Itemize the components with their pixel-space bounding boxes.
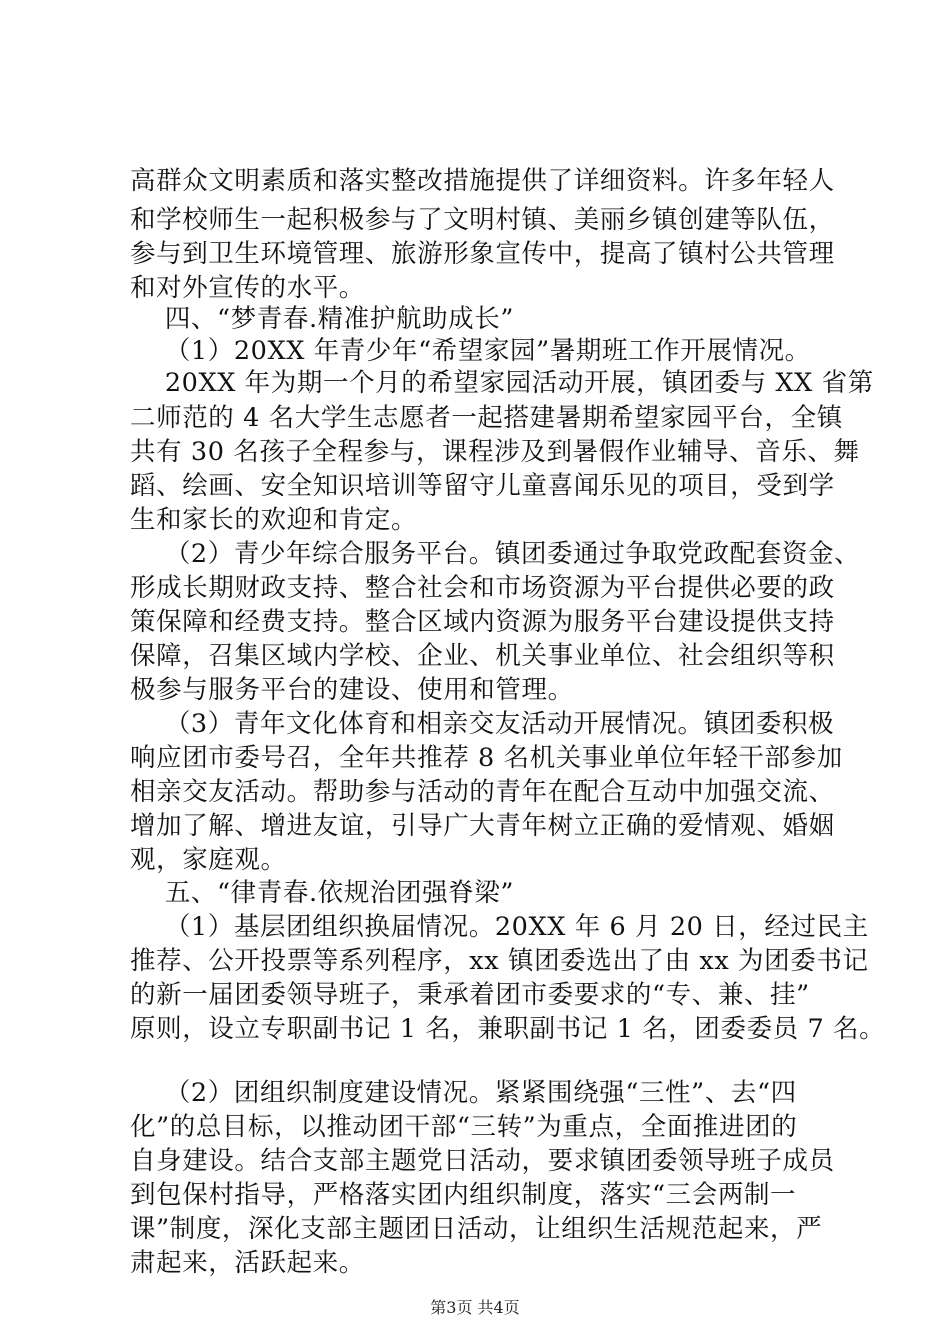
body-text-line: 参与到卫生环境管理、旅游形象宣传中，提高了镇村公共管理 xyxy=(130,239,835,269)
body-text-line: （2）青少年综合服务平台。镇团委通过争取党政配套资金、 xyxy=(130,539,861,569)
body-text-line: 课”制度，深化支部主题团日活动，让组织生活规范起来，严 xyxy=(130,1214,823,1244)
body-text-line: 的新一届团委领导班子，秉承着团市委要求的“专、兼、挂” xyxy=(130,980,810,1010)
body-text-line: （2）团组织制度建设情况。紧紧围绕强“三性”、去“四 xyxy=(130,1078,797,1108)
body-text-line: 和学校师生一起积极参与了文明村镇、美丽乡镇创建等队伍， xyxy=(130,205,835,235)
body-text-line: 极参与服务平台的建设、使用和管理。 xyxy=(130,675,574,705)
body-text-line: 二师范的 4 名大学生志愿者一起搭建暑期希望家园平台，全镇 xyxy=(130,403,843,433)
body-text-line: 到包保村指导，严格落实团内组织制度，落实“三会两制一 xyxy=(130,1180,797,1210)
body-text-line: （1）基层团组织换届情况。20XX 年 6 月 20 日，经过民主 xyxy=(130,912,869,942)
body-text-line: 原则，设立专职副书记 1 名，兼职副书记 1 名，团委委员 7 名。 xyxy=(130,1014,886,1044)
body-text-line: 高群众文明素质和落实整改措施提供了详细资料。许多年轻人 xyxy=(130,166,835,196)
body-text-line: 化”的总目标，以推动团干部“三转”为重点，全面推进团的 xyxy=(130,1112,798,1142)
body-text-line: 肃起来，活跃起来。 xyxy=(130,1248,365,1278)
body-text-line: 相亲交友活动。帮助参与活动的青年在配合互动中加强交流、 xyxy=(130,777,835,807)
body-text-line: 自身建设。结合支部主题党日活动，要求镇团委领导班子成员 xyxy=(130,1146,835,1176)
body-text-line: 增加了解、增进友谊，引导广大青年树立正确的爱情观、婚姻 xyxy=(130,811,835,841)
body-text-line: 和对外宣传的水平。 xyxy=(130,273,365,303)
body-text-line: 共有 30 名孩子全程参与，课程涉及到暑假作业辅导、音乐、舞 xyxy=(130,437,860,467)
body-text-line: 响应团市委号召，全年共推荐 8 名机关事业单位年轻干部参加 xyxy=(130,743,843,773)
page-number-footer: 第3页 共4页 xyxy=(430,1298,520,1317)
body-text-line: （3）青年文化体育和相亲交友活动开展情况。镇团委积极 xyxy=(130,709,835,739)
body-text-line: 策保障和经费支持。整合区域内资源为服务平台建设提供支持 xyxy=(130,607,835,637)
subsection-heading: （1）20XX 年青少年“希望家园”暑期班工作开展情况。 xyxy=(130,336,811,366)
body-text-line: 20XX 年为期一个月的希望家园活动开展，镇团委与 XX 省第 xyxy=(130,368,874,398)
body-text-line: 推荐、公开投票等系列程序，xx 镇团委选出了由 xx 为团委书记 xyxy=(130,946,869,976)
body-text-line: 形成长期财政支持、整合社会和市场资源为平台提供必要的政 xyxy=(130,573,835,603)
body-text-line: 生和家长的欢迎和肯定。 xyxy=(130,505,418,535)
section-heading-5: 五、“律青春.依规治团强脊梁” xyxy=(130,878,515,908)
body-text-line: 观，家庭观。 xyxy=(130,845,287,875)
section-heading-4: 四、“梦青春.精准护航助成长” xyxy=(130,304,515,334)
body-text-line: 蹈、绘画、安全知识培训等留守儿童喜闻乐见的项目，受到学 xyxy=(130,471,835,501)
body-text-line: 保障，召集区域内学校、企业、机关事业单位、社会组织等积 xyxy=(130,641,835,671)
